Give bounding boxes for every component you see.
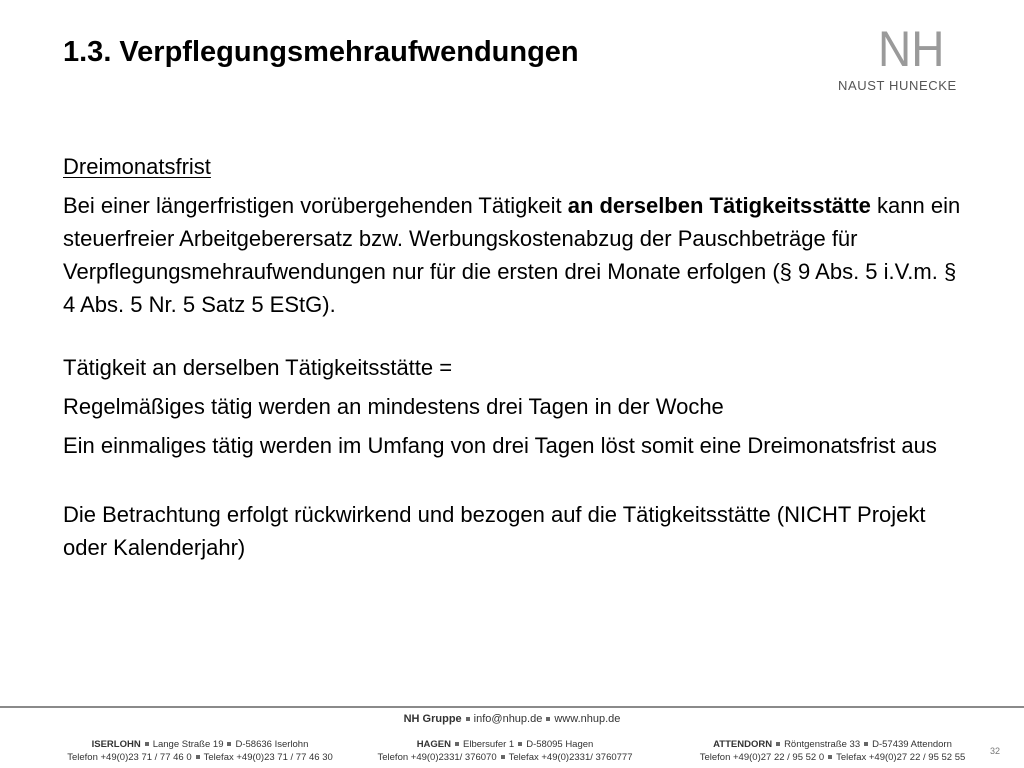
separator-square-icon (466, 717, 470, 721)
office-street: Lange Straße 19 (152, 739, 224, 750)
office-city: ATTENDORN (713, 739, 773, 750)
office-zip: D-57439 Attendorn (872, 739, 952, 750)
paragraph-intro (63, 189, 963, 321)
separator-square-icon (196, 755, 200, 759)
office-phone: Telefon +49(0)2331/ 376070 (377, 752, 497, 763)
footer-group-name: NH Gruppe (403, 713, 462, 725)
separator-square-icon (546, 717, 550, 721)
office-phone: Telefon +49(0)27 22 / 95 52 0 (699, 752, 825, 763)
office-fax: Telefax +49(0)2331/ 3760777 (508, 752, 633, 763)
paragraph-intro-text-1: Bei einer längerfristigen vorübergehenden Tätigkeit (63, 193, 568, 218)
separator-square-icon (518, 742, 522, 746)
example-line: Ein einmaliges tätig werden im Umfang von drei Tagen löst somit eine Dreimonatsfrist aus (63, 433, 937, 458)
slide-title: 1.3. Verpflegungsmehraufwendungen (63, 36, 579, 68)
footer-office-iserlohn (60, 738, 340, 764)
footer-divider (0, 706, 1024, 708)
office-street: Elbersufer 1 (463, 739, 515, 750)
footer-office-attendorn (690, 738, 975, 764)
office-city: ISERLOHN (91, 739, 141, 750)
rule-line: Regelmäßiges tätig werden an mindestens drei Tagen in der Woche (63, 394, 724, 419)
office-fax: Telefax +49(0)23 71 / 77 46 30 (203, 752, 333, 763)
separator-square-icon (501, 755, 505, 759)
office-zip: D-58095 Hagen (526, 739, 594, 750)
logo-company-name: NAUST HUNECKE (838, 78, 957, 93)
company-logo (834, 22, 1000, 98)
paragraph-intro-emphasis: an derselben Tätigkeitsstätte (567, 193, 871, 218)
slide-content (63, 150, 963, 564)
footer-contact (0, 713, 1024, 725)
separator-square-icon (227, 742, 231, 746)
office-phone: Telefon +49(0)23 71 / 77 46 0 (67, 752, 192, 763)
conclusion-line: Die Betrachtung erfolgt rückwirkend und bezogen auf die Tätigkeitsstätte (NICHT Projekt oder Kalenderjahr) (63, 502, 926, 560)
office-street: Röntgenstraße 33 (784, 739, 861, 750)
separator-square-icon (828, 755, 832, 759)
footer-email-link[interactable]: info@nhup.de (473, 713, 543, 725)
separator-square-icon (776, 742, 780, 746)
office-zip: D-58636 Iserlohn (235, 739, 309, 750)
footer-website-link[interactable]: www.nhup.de (554, 713, 621, 725)
page-number: 32 (990, 746, 1001, 756)
separator-square-icon (455, 742, 459, 746)
logo-mark: NH (878, 21, 945, 77)
definition-line: Tätigkeit an derselben Tätigkeitsstätte = (63, 355, 453, 380)
section-subtitle: Dreimonatsfrist (63, 154, 211, 179)
footer-office-hagen (370, 738, 640, 764)
separator-square-icon (864, 742, 868, 746)
paragraph-intro-text-2: kann ein steuerfreier Arbeitgeberersatz bzw. Werbungskostenabzug der Pauschbeträge für Verpflegungsmehraufwendungen nur für die ersten drei Monate erfolgen (§ 9 Abs. 5 i.V.m. § 4 Abs. 5 Nr. 5 Satz 5 EStG). (63, 193, 961, 317)
office-city: HAGEN (416, 739, 451, 750)
office-fax: Telefax +49(0)27 22 / 95 52 55 (836, 752, 966, 763)
separator-square-icon (145, 742, 149, 746)
